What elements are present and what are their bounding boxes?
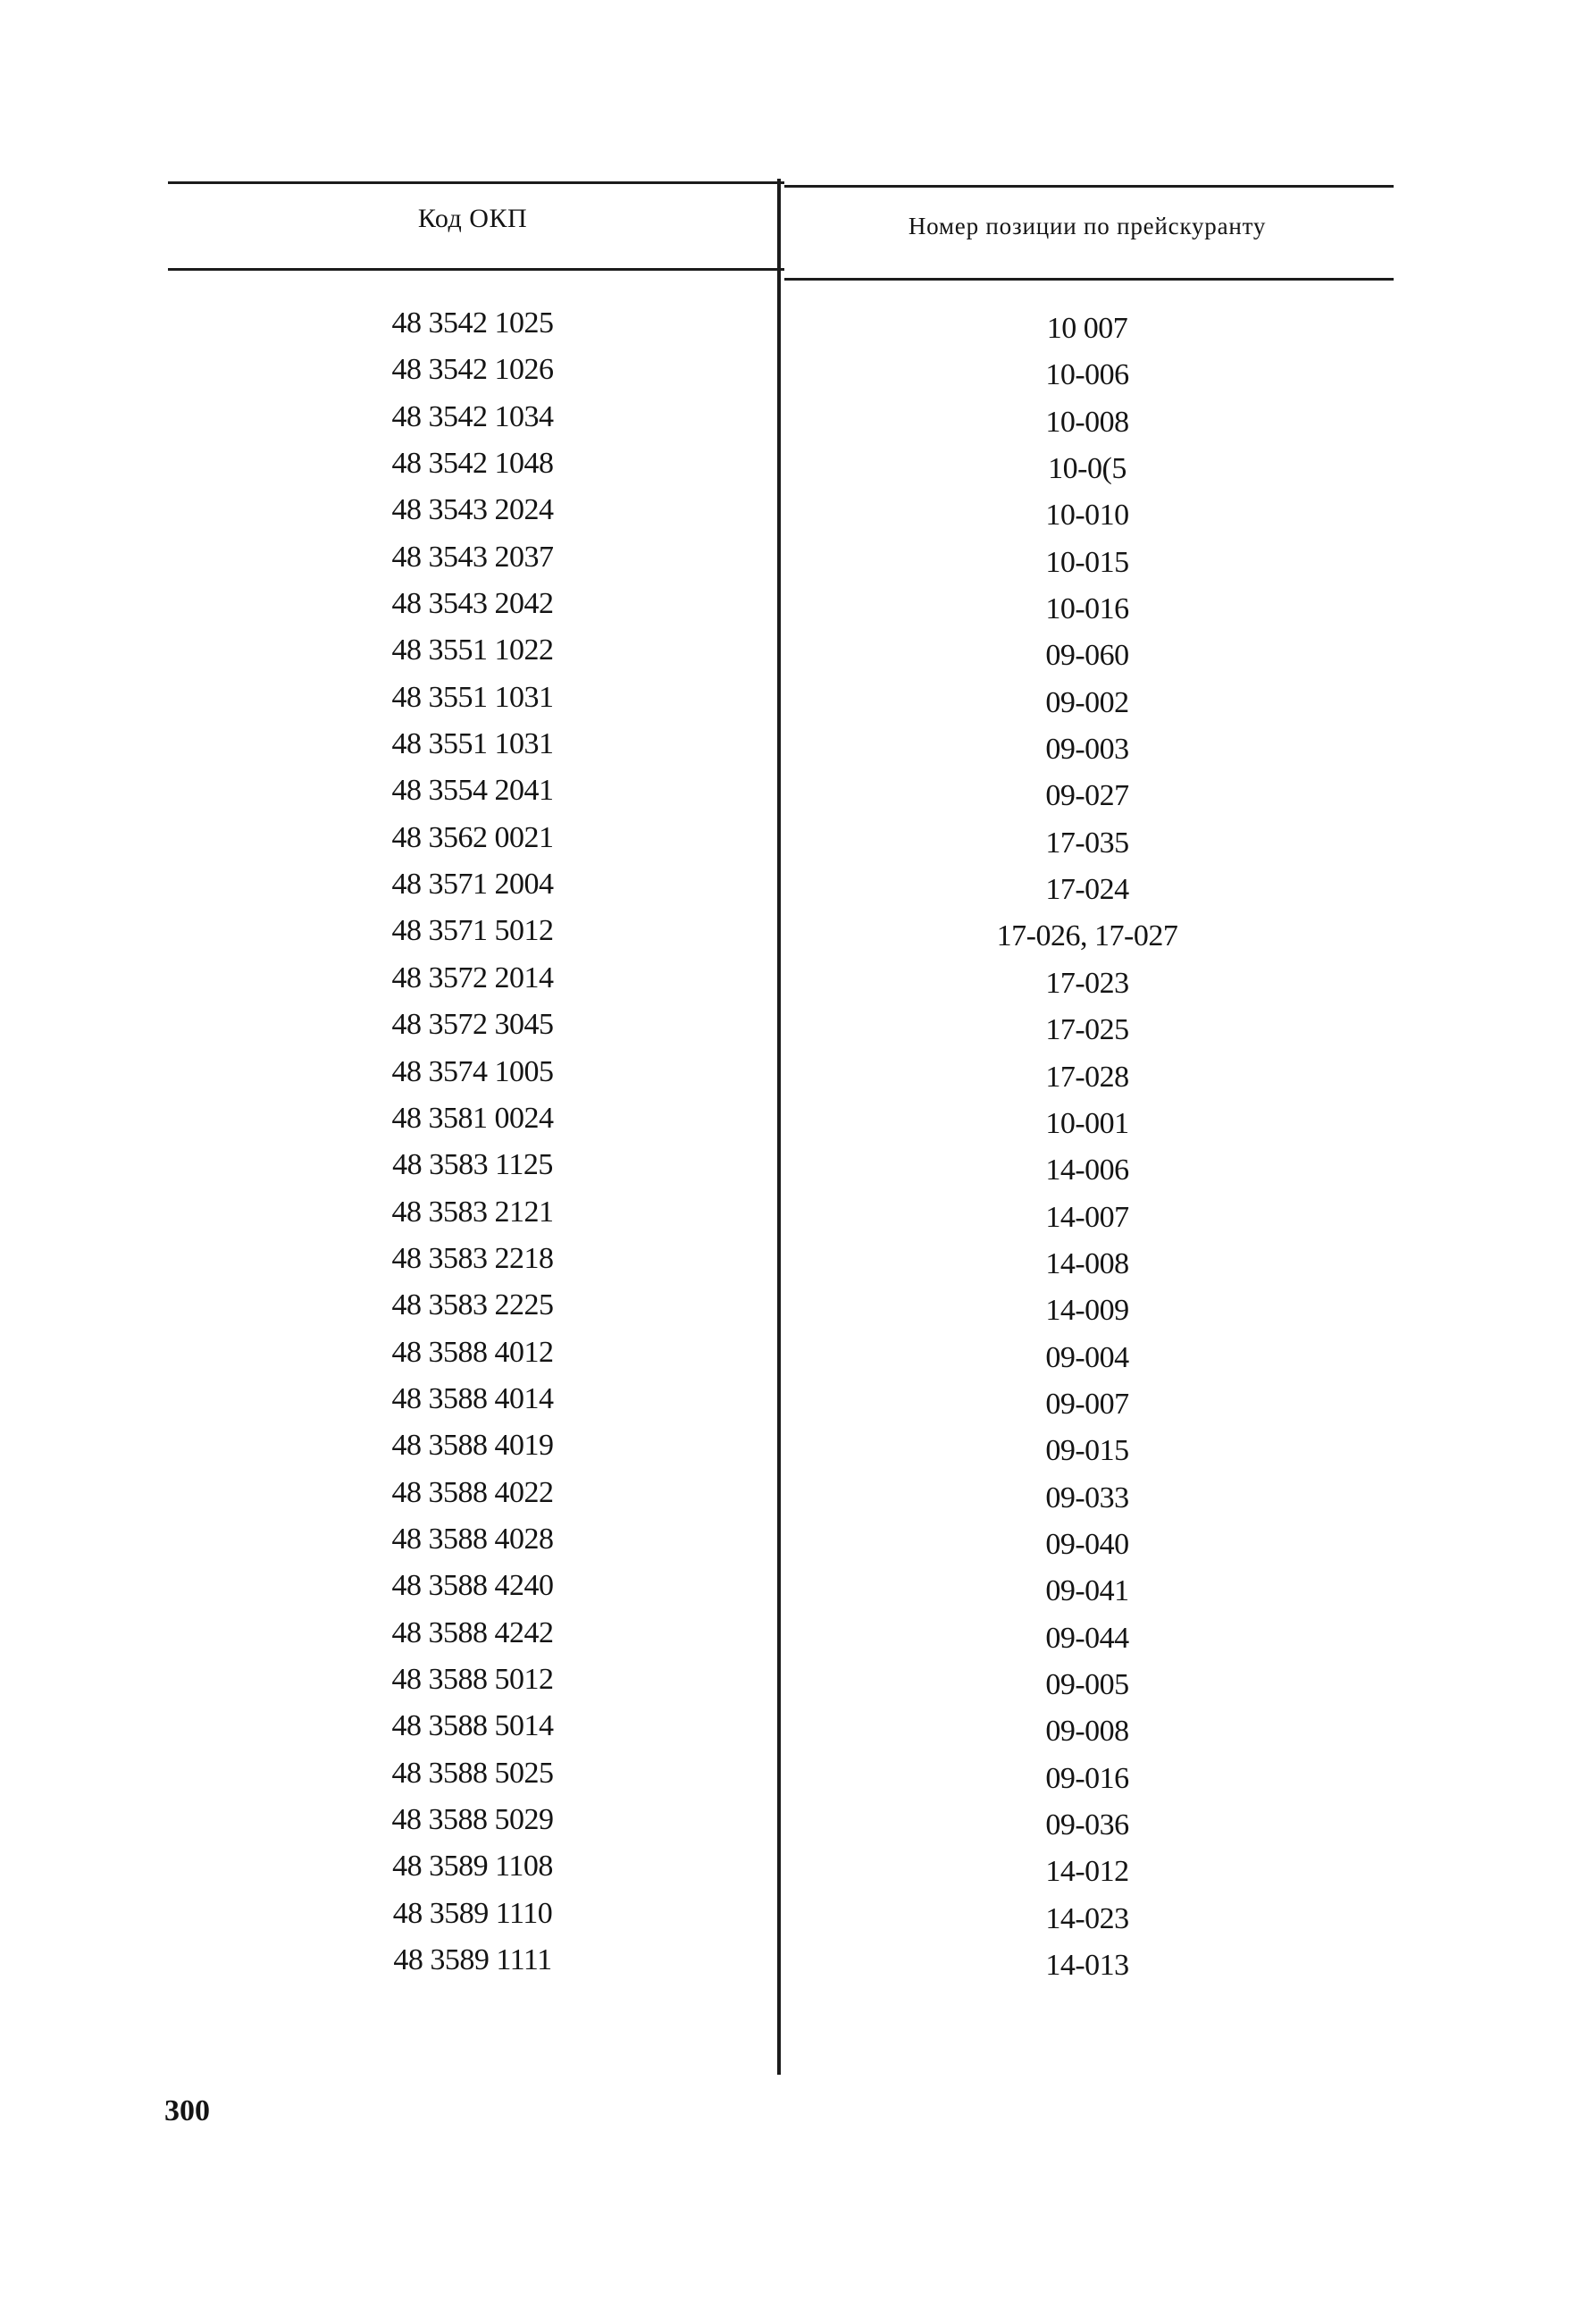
table-cell-position: 09-016 [1045,1761,1129,1795]
table-cell-position: 14-008 [1045,1246,1129,1280]
code-column [168,300,777,1984]
page-number: 300 [164,2094,210,2127]
table-cell-position: 14-006 [1045,1154,1129,1187]
table-top-rule-left [168,181,784,184]
table-cell-code: 48 3542 1026 [391,353,554,387]
table-cell-position: 14-013 [1045,1949,1129,1983]
table-cell-position: 09-060 [1045,639,1129,673]
table-cell-position: 10-010 [1045,499,1129,533]
table-cell-position: 10-001 [1045,1106,1129,1140]
table-cell-code: 48 3588 4240 [391,1569,554,1603]
table-cell-position: 09-040 [1045,1527,1129,1561]
table-cell-position: 10-016 [1045,592,1129,626]
table-cell-code: 48 3543 2024 [391,493,554,527]
table-cell-position: 14-023 [1045,1901,1129,1935]
table-cell-code: 48 3583 2121 [391,1195,554,1229]
table-cell-code: 48 3572 2014 [391,961,554,994]
column-header-code: Код ОКП [417,204,528,233]
table-cell-position: 17-024 [1045,873,1129,907]
table-cell-position: 17-035 [1045,826,1129,860]
table-cell-code: 48 3588 4028 [391,1522,554,1556]
table-cell-code: 48 3551 1022 [391,633,554,667]
table-cell-position: 17-023 [1045,966,1129,1000]
table-cell-position: 09-007 [1045,1387,1129,1421]
table-cell-position: 10 007 [1046,312,1128,345]
table-cell-code: 48 3588 4242 [391,1615,554,1649]
header-bottom-rule-left [168,268,784,271]
table-cell-code: 48 3583 2225 [391,1288,554,1322]
table-cell-position: 14-012 [1045,1855,1129,1889]
header-bottom-rule-right [784,278,1394,281]
table-cell-position: 17-025 [1045,1013,1129,1047]
table-cell-position: 10-0(5 [1048,452,1127,486]
table-cell-code: 48 3589 1111 [393,1943,552,1977]
table-top-rule-right [784,185,1394,188]
table-cell-code: 48 3583 2218 [391,1241,554,1275]
table-cell-position: 14-007 [1045,1200,1129,1234]
table-cell-position: 09-015 [1045,1434,1129,1468]
table-cell-position: 17-026, 17-027 [996,919,1178,953]
table-cell-code: 48 3542 1034 [391,399,554,433]
table-cell-code: 48 3588 4022 [391,1475,554,1509]
table-cell-position: 17-028 [1045,1060,1129,1094]
table-cell-code: 48 3588 4012 [391,1335,554,1369]
table-cell-code: 48 3572 3045 [391,1008,554,1042]
table-cell-position: 09-008 [1045,1715,1129,1749]
table-cell-position: 09-033 [1045,1481,1129,1514]
table-cell-code: 48 3543 2037 [391,540,554,574]
table-cell-position: 10-008 [1045,405,1129,439]
table-cell-position: 10-015 [1045,545,1129,579]
table-cell-code: 48 3588 5014 [391,1709,554,1743]
table-cell-position: 09-044 [1045,1621,1129,1655]
table-cell-position: 09-036 [1045,1808,1129,1842]
table-cell-position: 09-003 [1045,733,1129,767]
table-cell-code: 48 3589 1110 [392,1896,553,1930]
table-cell-position: 09-041 [1045,1574,1129,1608]
table-cell-code: 48 3542 1048 [391,447,554,481]
table-cell-position: 09-005 [1045,1667,1129,1701]
column-header-position: Номер позиции по прейскуранту [908,213,1267,239]
table-cell-position: 09-004 [1045,1340,1129,1374]
table-cell-code: 48 3588 5029 [391,1803,554,1836]
position-column [781,306,1394,1989]
table-cell-code: 48 3588 5025 [391,1756,554,1790]
table-cell-code: 48 3562 0021 [391,820,554,854]
table-cell-code: 48 3588 4014 [391,1381,554,1415]
table-cell-position: 14-009 [1045,1294,1129,1328]
table-cell-code: 48 3589 1108 [392,1850,553,1884]
table-cell-code: 48 3554 2041 [391,774,554,808]
table-cell-code: 48 3551 1031 [391,727,554,761]
table-cell-code: 48 3571 2004 [391,868,554,902]
table-cell-code: 48 3581 0024 [391,1101,554,1135]
table-cell-position: 09-027 [1045,779,1129,813]
table-cell-code: 48 3588 4019 [391,1429,554,1463]
table-cell-code: 48 3583 1125 [392,1148,553,1182]
table-cell-code: 48 3543 2042 [391,587,554,621]
table-cell-position: 09-002 [1045,685,1129,719]
table-cell-code: 48 3571 5012 [391,914,554,948]
table-cell-position: 10-006 [1045,358,1129,392]
table-cell-code: 48 3588 5012 [391,1662,554,1696]
table-cell-code: 48 3542 1025 [391,306,554,340]
table-cell-code: 48 3574 1005 [391,1054,554,1088]
table-cell-code: 48 3551 1031 [391,680,554,714]
